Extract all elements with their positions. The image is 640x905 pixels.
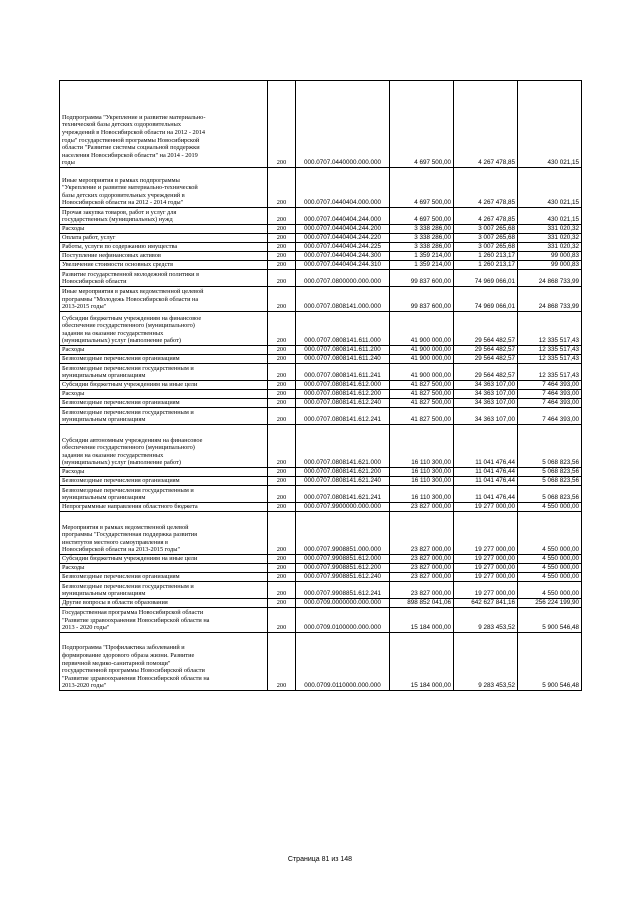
row-approved-amount-cell: 16 110 300,00 [390, 486, 454, 503]
row-classification-code-cell: 000.0707.0440404.244.000 [296, 208, 390, 225]
table-row [60, 599, 582, 608]
row-code-cell: 200 [268, 408, 296, 425]
row-code-cell: 200 [268, 633, 296, 691]
row-classification-code-cell: 000.0707.0808141.621.200 [296, 468, 390, 477]
row-executed-amount-cell: 9 283 453,52 [454, 633, 518, 691]
table-row [60, 503, 582, 512]
row-unexecuted-amount-cell: 7 464 393,00 [518, 381, 582, 390]
row-name-cell: Субсидии автономным учреждениям на финансовое обеспечение государственного (муниципального) задания на оказание государственных (муниципальных) услуг (выполнение работ) [60, 425, 268, 468]
row-classification-code-cell: 000.0707.0808141.611.240 [296, 355, 390, 364]
row-approved-amount-cell: 99 837 600,00 [390, 287, 454, 312]
row-name-cell: Безвозмездные перечисления организациям [60, 573, 268, 582]
row-code-cell: 200 [268, 243, 296, 252]
row-approved-amount-cell: 23 827 000,00 [390, 503, 454, 512]
row-classification-code-cell: 000.0707.0808141.612.240 [296, 399, 390, 408]
row-name-cell: Оплата работ, услуг [60, 234, 268, 243]
row-code-cell: 200 [268, 168, 296, 208]
row-approved-amount-cell: 1 359 214,00 [390, 261, 454, 270]
row-approved-amount-cell: 23 827 000,00 [390, 573, 454, 582]
row-unexecuted-amount-cell: 5 068 823,56 [518, 425, 582, 468]
table-row [60, 287, 582, 312]
row-approved-amount-cell: 4 697 500,00 [390, 168, 454, 208]
row-classification-code-cell: 000.0707.0440404.000.000 [296, 168, 390, 208]
row-code-cell: 200 [268, 252, 296, 261]
row-approved-amount-cell: 41 900 000,00 [390, 355, 454, 364]
row-approved-amount-cell: 41 900 000,00 [390, 364, 454, 381]
row-code-cell: 200 [268, 468, 296, 477]
row-executed-amount-cell: 29 564 482,57 [454, 346, 518, 355]
row-approved-amount-cell: 3 338 286,00 [390, 234, 454, 243]
row-classification-code-cell: 000.0707.9908851.612.240 [296, 573, 390, 582]
row-approved-amount-cell: 99 837 600,00 [390, 270, 454, 287]
row-classification-code-cell: 000.0707.0808141.611.200 [296, 346, 390, 355]
row-approved-amount-cell: 41 827 500,00 [390, 399, 454, 408]
row-name-cell: Безвозмездные перечисления государственным и муниципальным организациям [60, 486, 268, 503]
row-name-cell: Расходы [60, 564, 268, 573]
budget-table [59, 80, 582, 691]
table-row [60, 355, 582, 364]
row-unexecuted-amount-cell: 430 021,15 [518, 168, 582, 208]
row-code-cell: 200 [268, 425, 296, 468]
row-unexecuted-amount-cell: 5 068 823,56 [518, 477, 582, 486]
row-name-cell: Расходы [60, 346, 268, 355]
row-name-cell: Работы, услуги по содержанию имущества [60, 243, 268, 252]
row-code-cell: 200 [268, 225, 296, 234]
table-row [60, 399, 582, 408]
row-approved-amount-cell: 23 827 000,00 [390, 555, 454, 564]
row-approved-amount-cell: 41 827 500,00 [390, 390, 454, 399]
table-row [60, 346, 582, 355]
row-code-cell: 200 [268, 346, 296, 355]
row-classification-code-cell: 000.0707.0808141.612.241 [296, 408, 390, 425]
row-unexecuted-amount-cell: 24 868 733,99 [518, 287, 582, 312]
row-name-cell: Иные мероприятия в рамках подпрограммы "Укрепление и развитие материально-технической базы детских оздоровительных учреждений в Новосибирской области на 2012 - 2014 годы" [60, 168, 268, 208]
row-executed-amount-cell: 3 007 265,68 [454, 234, 518, 243]
row-name-cell: Безвозмездные перечисления организациям [60, 477, 268, 486]
table-row [60, 468, 582, 477]
row-code-cell: 200 [268, 287, 296, 312]
table-row [60, 633, 582, 691]
row-code-cell: 200 [268, 270, 296, 287]
row-name-cell: Непрограммные направления областного бюджета [60, 503, 268, 512]
row-name-cell: Безвозмездные перечисления организациям [60, 399, 268, 408]
row-executed-amount-cell: 19 277 000,00 [454, 573, 518, 582]
table-row [60, 381, 582, 390]
row-executed-amount-cell: 19 277 000,00 [454, 512, 518, 555]
row-approved-amount-cell: 15 184 000,00 [390, 608, 454, 633]
table-row [60, 564, 582, 573]
row-name-cell: Увеличение стоимости основных средств [60, 261, 268, 270]
row-classification-code-cell: 000.0707.0808141.000.000 [296, 287, 390, 312]
row-classification-code-cell: 000.0709.0100000.000.000 [296, 608, 390, 633]
row-name-cell: Расходы [60, 468, 268, 477]
row-approved-amount-cell: 41 900 000,00 [390, 312, 454, 346]
row-classification-code-cell: 000.0707.0440404.244.310 [296, 261, 390, 270]
row-unexecuted-amount-cell: 12 335 517,43 [518, 346, 582, 355]
row-unexecuted-amount-cell: 4 550 000,00 [518, 512, 582, 555]
row-name-cell: Безвозмездные перечисления государственным и муниципальным организациям [60, 582, 268, 599]
table-row [60, 225, 582, 234]
row-executed-amount-cell: 11 041 476,44 [454, 425, 518, 468]
row-executed-amount-cell: 34 363 107,00 [454, 408, 518, 425]
row-approved-amount-cell: 41 827 500,00 [390, 381, 454, 390]
table-row [60, 425, 582, 468]
table-row [60, 208, 582, 225]
table-row [60, 555, 582, 564]
row-name-cell: Другие вопросы в области образования [60, 599, 268, 608]
row-unexecuted-amount-cell: 5 900 546,48 [518, 608, 582, 633]
row-classification-code-cell: 000.0707.0808141.621.240 [296, 477, 390, 486]
row-executed-amount-cell: 74 969 066,01 [454, 287, 518, 312]
row-code-cell: 200 [268, 364, 296, 381]
row-executed-amount-cell: 4 267 478,85 [454, 208, 518, 225]
row-executed-amount-cell: 642 627 841,16 [454, 599, 518, 608]
row-approved-amount-cell: 15 184 000,00 [390, 633, 454, 691]
row-code-cell: 200 [268, 208, 296, 225]
row-code-cell: 200 [268, 512, 296, 555]
table-row [60, 261, 582, 270]
row-code-cell: 200 [268, 312, 296, 346]
table-row [60, 234, 582, 243]
row-code-cell: 200 [268, 582, 296, 599]
row-classification-code-cell: 000.0707.0800000.000.000 [296, 270, 390, 287]
table-row [60, 252, 582, 261]
row-code-cell: 200 [268, 486, 296, 503]
row-executed-amount-cell: 34 363 107,00 [454, 381, 518, 390]
row-unexecuted-amount-cell: 5 068 823,56 [518, 468, 582, 477]
row-classification-code-cell: 000.0709.0000000.000.000 [296, 599, 390, 608]
row-approved-amount-cell: 4 697 500,00 [390, 208, 454, 225]
row-executed-amount-cell: 19 277 000,00 [454, 564, 518, 573]
row-approved-amount-cell: 23 827 000,00 [390, 564, 454, 573]
row-classification-code-cell: 000.0707.0808141.612.000 [296, 381, 390, 390]
row-executed-amount-cell: 3 007 265,68 [454, 243, 518, 252]
row-unexecuted-amount-cell: 331 020,32 [518, 234, 582, 243]
table-row [60, 312, 582, 346]
row-name-cell: Государственная программа Новосибирской области "Развитие здравоохранения Новосибирской области на 2013 - 2020 годы" [60, 608, 268, 633]
row-approved-amount-cell: 16 110 300,00 [390, 477, 454, 486]
row-unexecuted-amount-cell: 12 335 517,43 [518, 364, 582, 381]
row-approved-amount-cell: 1 359 214,00 [390, 252, 454, 261]
row-unexecuted-amount-cell: 256 224 199,90 [518, 599, 582, 608]
row-code-cell: 200 [268, 564, 296, 573]
row-executed-amount-cell: 11 041 476,44 [454, 486, 518, 503]
row-name-cell: Иные мероприятия в рамках ведомственной целевой программы "Молодежь Новосибирской области на 2013-2015 годы" [60, 287, 268, 312]
row-unexecuted-amount-cell: 331 020,32 [518, 225, 582, 234]
row-code-cell: 200 [268, 81, 296, 168]
budget-sheet [59, 80, 581, 691]
row-unexecuted-amount-cell: 4 550 000,00 [518, 573, 582, 582]
row-classification-code-cell: 000.0707.0440404.244.300 [296, 252, 390, 261]
row-approved-amount-cell: 23 827 000,00 [390, 512, 454, 555]
row-approved-amount-cell: 16 110 300,00 [390, 468, 454, 477]
row-code-cell: 200 [268, 477, 296, 486]
row-executed-amount-cell: 4 267 478,85 [454, 81, 518, 168]
row-classification-code-cell: 000.0707.0808141.621.000 [296, 425, 390, 468]
row-unexecuted-amount-cell: 99 000,83 [518, 252, 582, 261]
row-classification-code-cell: 000.0707.0808141.611.000 [296, 312, 390, 346]
row-executed-amount-cell: 11 041 476,44 [454, 468, 518, 477]
row-name-cell: Безвозмездные перечисления государственным и муниципальным организациям [60, 364, 268, 381]
row-unexecuted-amount-cell: 4 550 000,00 [518, 564, 582, 573]
row-classification-code-cell: 000.0707.0440404.244.220 [296, 234, 390, 243]
row-executed-amount-cell: 34 363 107,00 [454, 399, 518, 408]
table-row [60, 512, 582, 555]
row-code-cell: 200 [268, 381, 296, 390]
row-classification-code-cell: 000.0707.0808141.612.200 [296, 390, 390, 399]
row-unexecuted-amount-cell: 12 335 517,43 [518, 355, 582, 364]
row-unexecuted-amount-cell: 430 021,15 [518, 208, 582, 225]
row-name-cell: Подпрограмма "Профилактика заболеваний и формирование здорового образа жизни. Развитие первичной медико-санитарной помощи" государственной программы Новосибирской области "Развитие здравоохранения Новосибирской области на 2013-2020 годы" [60, 633, 268, 691]
row-name-cell: Подпрограмма "Укрепление и развитие материально- технической базы детских оздоровительных учреждений в Новосибирской области на 2012 - 2014 годы" государственной программы Новосибирской области "Развитие системы социальной поддержки населения Новосибирской области" на 2014 - 2019 годы [60, 81, 268, 168]
table-row [60, 81, 582, 168]
row-classification-code-cell: 000.0707.0440000.000.000 [296, 81, 390, 168]
row-unexecuted-amount-cell: 12 335 517,43 [518, 312, 582, 346]
row-unexecuted-amount-cell: 5 900 546,48 [518, 633, 582, 691]
row-code-cell: 200 [268, 399, 296, 408]
row-executed-amount-cell: 9 283 453,52 [454, 608, 518, 633]
row-classification-code-cell: 000.0707.9900000.000.000 [296, 503, 390, 512]
row-approved-amount-cell: 23 827 000,00 [390, 582, 454, 599]
row-approved-amount-cell: 41 827 500,00 [390, 408, 454, 425]
row-code-cell: 200 [268, 599, 296, 608]
row-classification-code-cell: 000.0707.9908851.612.000 [296, 555, 390, 564]
row-executed-amount-cell: 34 363 107,00 [454, 390, 518, 399]
row-executed-amount-cell: 29 564 482,57 [454, 355, 518, 364]
row-unexecuted-amount-cell: 430 021,15 [518, 81, 582, 168]
row-unexecuted-amount-cell: 7 464 393,00 [518, 408, 582, 425]
row-unexecuted-amount-cell: 4 550 000,00 [518, 555, 582, 564]
table-row [60, 573, 582, 582]
row-approved-amount-cell: 3 338 286,00 [390, 225, 454, 234]
row-classification-code-cell: 000.0707.0808141.621.241 [296, 486, 390, 503]
row-unexecuted-amount-cell: 331 020,32 [518, 243, 582, 252]
page-number: Страница 81 из 148 [287, 856, 353, 863]
row-unexecuted-amount-cell: 24 868 733,99 [518, 270, 582, 287]
row-unexecuted-amount-cell: 7 464 393,00 [518, 399, 582, 408]
row-approved-amount-cell: 4 697 500,00 [390, 81, 454, 168]
table-row [60, 168, 582, 208]
row-classification-code-cell: 000.0707.0440404.244.200 [296, 225, 390, 234]
row-code-cell: 200 [268, 355, 296, 364]
row-classification-code-cell: 000.0707.0808141.611.241 [296, 364, 390, 381]
row-code-cell: 200 [268, 390, 296, 399]
row-executed-amount-cell: 29 564 482,57 [454, 312, 518, 346]
row-executed-amount-cell: 19 277 000,00 [454, 582, 518, 599]
table-row [60, 408, 582, 425]
row-unexecuted-amount-cell: 4 550 000,00 [518, 503, 582, 512]
row-name-cell: Безвозмездные перечисления организациям [60, 355, 268, 364]
row-unexecuted-amount-cell: 99 000,83 [518, 261, 582, 270]
row-name-cell: Прочая закупка товаров, работ и услуг для государственных (муниципальных) нужд [60, 208, 268, 225]
row-executed-amount-cell: 4 267 478,85 [454, 168, 518, 208]
row-name-cell: Субсидии бюджетным учреждениям на иные цели [60, 555, 268, 564]
row-name-cell: Развитие государственной молодежной политики в Новосибирской области [60, 270, 268, 287]
row-classification-code-cell: 000.0709.0110000.000.000 [296, 633, 390, 691]
row-classification-code-cell: 000.0707.0440404.244.225 [296, 243, 390, 252]
row-classification-code-cell: 000.0707.9908851.612.241 [296, 582, 390, 599]
row-approved-amount-cell: 898 852 041,06 [390, 599, 454, 608]
table-row [60, 608, 582, 633]
row-approved-amount-cell: 41 900 000,00 [390, 346, 454, 355]
row-code-cell: 200 [268, 573, 296, 582]
row-executed-amount-cell: 19 277 000,00 [454, 503, 518, 512]
row-unexecuted-amount-cell: 5 068 823,56 [518, 486, 582, 503]
row-code-cell: 200 [268, 261, 296, 270]
table-row [60, 390, 582, 399]
row-executed-amount-cell: 29 564 482,57 [454, 364, 518, 381]
row-classification-code-cell: 000.0707.9908851.000.000 [296, 512, 390, 555]
table-row [60, 364, 582, 381]
row-name-cell: Расходы [60, 225, 268, 234]
row-executed-amount-cell: 1 260 213,17 [454, 252, 518, 261]
row-executed-amount-cell: 3 007 265,68 [454, 225, 518, 234]
row-name-cell: Безвозмездные перечисления государственным и муниципальным организациям [60, 408, 268, 425]
table-row [60, 477, 582, 486]
row-name-cell: Мероприятия в рамках ведомственной целевой программы "Государственная поддержка развития институтов местного самоуправления в Новосибирской области на 2013-2015 годы" [60, 512, 268, 555]
row-code-cell: 200 [268, 503, 296, 512]
row-unexecuted-amount-cell: 7 464 393,00 [518, 390, 582, 399]
row-approved-amount-cell: 16 110 300,00 [390, 425, 454, 468]
row-executed-amount-cell: 74 969 066,01 [454, 270, 518, 287]
row-name-cell: Субсидии бюджетным учреждениям на финансовое обеспечение государственного (муниципального) задания на оказание государственных (муниципальных) услуг (выполнение работ) [60, 312, 268, 346]
row-classification-code-cell: 000.0707.9908851.612.200 [296, 564, 390, 573]
row-name-cell: Субсидии бюджетным учреждениям на иные цели [60, 381, 268, 390]
table-row [60, 486, 582, 503]
table-row [60, 270, 582, 287]
row-executed-amount-cell: 19 277 000,00 [454, 555, 518, 564]
table-row [60, 582, 582, 599]
row-code-cell: 200 [268, 234, 296, 243]
row-name-cell: Расходы [60, 390, 268, 399]
row-code-cell: 200 [268, 555, 296, 564]
row-executed-amount-cell: 1 260 213,17 [454, 261, 518, 270]
row-code-cell: 200 [268, 608, 296, 633]
row-executed-amount-cell: 11 041 476,44 [454, 477, 518, 486]
table-row [60, 243, 582, 252]
row-name-cell: Поступление нефинансовых активов [60, 252, 268, 261]
row-approved-amount-cell: 3 338 286,00 [390, 243, 454, 252]
row-unexecuted-amount-cell: 4 550 000,00 [518, 582, 582, 599]
